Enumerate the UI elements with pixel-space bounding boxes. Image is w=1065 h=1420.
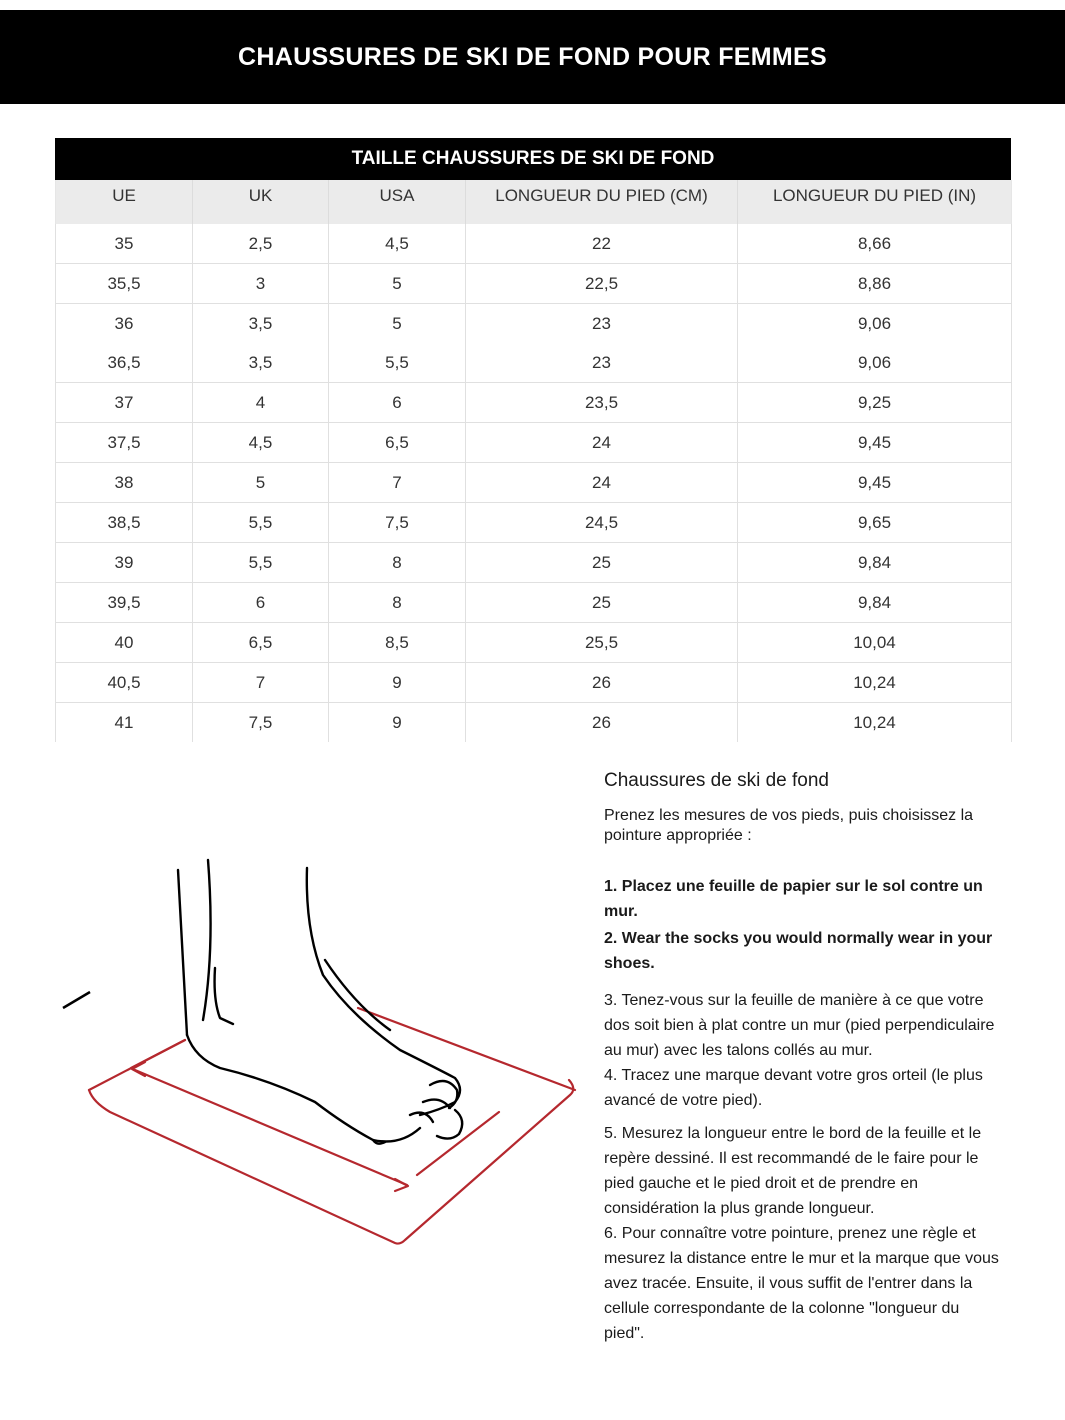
- cell-ue: 35: [56, 224, 193, 264]
- page-title: CHAUSSURES DE SKI DE FOND POUR FEMMES: [238, 42, 827, 71]
- cell-usa: 6: [329, 383, 466, 423]
- cell-uk: 2,5: [193, 224, 329, 264]
- cell-usa: 5,5: [329, 343, 466, 383]
- header-ue: UE: [56, 180, 193, 224]
- cell-usa: 5: [329, 304, 466, 344]
- table-row: [56, 543, 1012, 583]
- table-header-row: [56, 180, 1012, 224]
- header-usa: USA: [329, 180, 466, 224]
- cell-usa: 9: [329, 703, 466, 743]
- table-body: [56, 224, 1012, 742]
- cell-uk: 3,5: [193, 304, 329, 344]
- cell-length-cm: 26: [466, 663, 738, 703]
- cell-length-in: 10,04: [738, 623, 1012, 663]
- cell-length-in: 9,45: [738, 423, 1012, 463]
- table-row: [56, 663, 1012, 703]
- cell-length-in: 10,24: [738, 703, 1012, 743]
- cell-ue: 37,5: [56, 423, 193, 463]
- cell-length-in: 9,65: [738, 503, 1012, 543]
- table-row: [56, 503, 1012, 543]
- cell-uk: 7,5: [193, 703, 329, 743]
- cell-uk: 5,5: [193, 503, 329, 543]
- cell-usa: 5: [329, 264, 466, 304]
- foot-measure-illustration: [55, 840, 595, 1260]
- cell-uk: 4: [193, 383, 329, 423]
- cell-length-cm: 25,5: [466, 623, 738, 663]
- cell-length-cm: 24: [466, 423, 738, 463]
- guide-step-1: 1. Placez une feuille de papier sur le sol contre un mur.: [604, 878, 983, 920]
- table-row: [56, 463, 1012, 503]
- cell-ue: 38,5: [56, 503, 193, 543]
- header-length-in: LONGUEUR DU PIED (IN): [738, 180, 1012, 224]
- cell-length-cm: 26: [466, 703, 738, 743]
- table-row: [56, 383, 1012, 423]
- cell-length-cm: 25: [466, 583, 738, 623]
- cell-length-in: 9,84: [738, 583, 1012, 623]
- table-title-text: TAILLE CHAUSSURES DE SKI DE FOND: [351, 148, 715, 169]
- cell-uk: 5: [193, 463, 329, 503]
- cell-uk: 3,5: [193, 343, 329, 383]
- cell-length-in: 10,24: [738, 663, 1012, 703]
- cell-ue: 39,5: [56, 583, 193, 623]
- cell-uk: 6: [193, 583, 329, 623]
- table-row: [56, 264, 1012, 304]
- cell-length-cm: 24,5: [466, 503, 738, 543]
- cell-ue: 40,5: [56, 663, 193, 703]
- cell-length-in: 8,86: [738, 264, 1012, 304]
- cell-length-cm: 23: [466, 343, 738, 383]
- guide-intro: Prenez les mesures de vos pieds, puis choisissez la pointure appropriée :: [604, 807, 974, 844]
- page-banner: [0, 10, 1065, 104]
- table-row: [56, 224, 1012, 264]
- table-row: [56, 343, 1012, 383]
- cell-ue: 40: [56, 623, 193, 663]
- cell-ue: 36: [56, 304, 193, 344]
- cell-length-cm: 23,5: [466, 383, 738, 423]
- cell-uk: 5,5: [193, 543, 329, 583]
- header-length-cm: LONGUEUR DU PIED (CM): [466, 180, 738, 224]
- cell-usa: 9: [329, 663, 466, 703]
- table-row: [56, 623, 1012, 663]
- guide-step-6: 6. Pour connaître votre pointure, prenez une règle et mesurez la distance entre le mur et la marque que vous avez tracée. Ensuite, il vous suffit de l'entrer dans la cellule correspondante de la colonne "longueur du pied".: [604, 1225, 999, 1342]
- cell-ue: 38: [56, 463, 193, 503]
- cell-length-cm: 25: [466, 543, 738, 583]
- cell-length-in: 8,66: [738, 224, 1012, 264]
- table-row: [56, 304, 1012, 344]
- cell-length-in: 9,06: [738, 304, 1012, 344]
- cell-uk: 6,5: [193, 623, 329, 663]
- cell-ue: 37: [56, 383, 193, 423]
- cell-uk: 7: [193, 663, 329, 703]
- guide-heading: Chaussures de ski de fond: [604, 770, 829, 791]
- header-uk: UK: [193, 180, 329, 224]
- cell-length-in: 9,25: [738, 383, 1012, 423]
- table-row: [56, 703, 1012, 743]
- foot-illustration-icon: [55, 840, 595, 1260]
- guide-step-3: 3. Tenez-vous sur la feuille de manière à ce que votre dos soit bien à plat contre un mur (pied perpendiculaire au mur) avec les talons collés au mur.: [604, 992, 995, 1059]
- size-table-section: [55, 138, 1011, 742]
- cell-ue: 35,5: [56, 264, 193, 304]
- cell-usa: 8: [329, 543, 466, 583]
- cell-length-in: 9,45: [738, 463, 1012, 503]
- cell-ue: 41: [56, 703, 193, 743]
- cell-usa: 8: [329, 583, 466, 623]
- cell-usa: 4,5: [329, 224, 466, 264]
- guide-step-2: 2. Wear the socks you would normally wear in your shoes.: [604, 930, 993, 972]
- guide-step-4: 4. Tracez une marque devant votre gros orteil (le plus avancé de votre pied).: [604, 1067, 983, 1109]
- cell-length-cm: 22,5: [466, 264, 738, 304]
- size-table: [55, 180, 1012, 742]
- cell-uk: 4,5: [193, 423, 329, 463]
- table-title: [55, 138, 1011, 180]
- cell-length-in: 9,84: [738, 543, 1012, 583]
- cell-usa: 6,5: [329, 423, 466, 463]
- cell-usa: 7,5: [329, 503, 466, 543]
- table-row: [56, 583, 1012, 623]
- cell-ue: 39: [56, 543, 193, 583]
- cell-length-cm: 23: [466, 304, 738, 344]
- cell-length-cm: 24: [466, 463, 738, 503]
- measurement-guide: [604, 770, 1004, 1346]
- cell-length-cm: 22: [466, 224, 738, 264]
- cell-usa: 7: [329, 463, 466, 503]
- guide-step-5: 5. Mesurez la longueur entre le bord de la feuille et le repère dessiné. Il est recommandé de le faire pour le pied gauche et le pied droit et de prendre en considération la plus grande longueur.: [604, 1125, 982, 1217]
- table-row: [56, 423, 1012, 463]
- cell-usa: 8,5: [329, 623, 466, 663]
- cell-ue: 36,5: [56, 343, 193, 383]
- cell-length-in: 9,06: [738, 343, 1012, 383]
- cell-uk: 3: [193, 264, 329, 304]
